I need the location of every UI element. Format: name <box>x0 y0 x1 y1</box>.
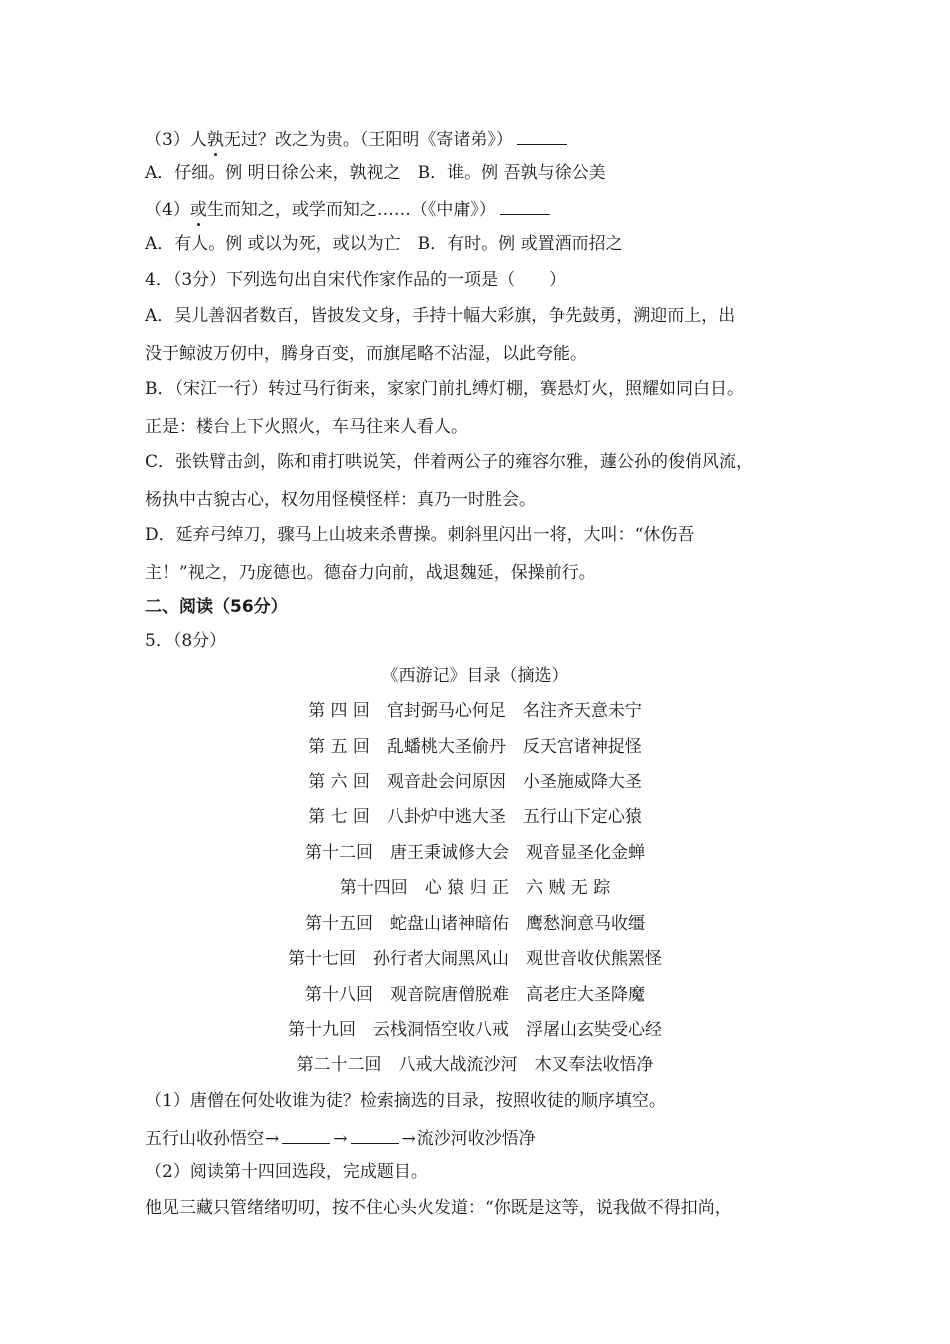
arrow-icon: → <box>333 1129 348 1149</box>
answer-blank[interactable] <box>351 1126 399 1144</box>
toc-row: 第十七回 孙行者大闹黑风山 观世音收伏熊罴怪 <box>288 949 662 969</box>
arrow-icon: → <box>401 1129 416 1149</box>
q4-option-a-line1: A．吴儿善泅者数百，皆披发文身，手持十幅大彩旗，争先鼓勇，溯迎而上，出 <box>145 306 736 326</box>
toc-row: 第十四回 心 猿 归 正 六 贼 无 踪 <box>339 878 611 898</box>
q4-option-d-line2: 主！”视之，乃庞德也。德奋力向前，战退魏延，保操前行。 <box>145 563 596 583</box>
toc-row: 第十五回 蛇盘山诸神暗佑 鹰愁涧意马收缰 <box>305 914 645 934</box>
toc-row: 第 五 回 乱蟠桃大圣偷丹 反天宫诸神捉怪 <box>308 737 642 757</box>
toc-row: 第十八回 观音院唐僧脱难 高老庄大圣降魔 <box>305 985 645 1005</box>
toc-row: 第 六 回 观音赴会问原因 小圣施威降大圣 <box>308 772 642 792</box>
q5-sub1-fill-line <box>145 1126 536 1150</box>
answer-blank[interactable] <box>500 197 550 215</box>
q3-sub4-prefix: （4） <box>145 200 190 220</box>
toc-row: 第 四 回 官封弼马心何足 名注齐天意未宁 <box>308 701 642 721</box>
q4-option-d-line1: D．延弃弓绰刀，骤马上山坡来杀曹操。刺斜里闪出一将，大叫：“休伤吾 <box>145 525 695 545</box>
emphasis-dot-char: 孰 <box>206 130 224 150</box>
q4-option-c-line1: C．张铁臂击剑，陈和甫打哄说笑，伴着两公子的雍容尔雅，蘧公孙的俊俏风流， <box>145 452 754 472</box>
toc-row: 第十九回 云栈洞悟空收八戒 浮屠山玄奘受心经 <box>288 1020 662 1040</box>
q5-sub2-stem: （2）阅读第十四回选段，完成题目。 <box>145 1162 428 1182</box>
emphasis-dot-char: 或 <box>189 200 207 220</box>
q3-sub4-options: A．有人。例 或以为死，或以为亡 B．有时。例 或置酒而招之 <box>145 234 623 254</box>
passage-line: 他见三藏只管绪绪叨叨，按不住心头火发道：“你既是这等，说我做不得扣尚， <box>145 1198 732 1218</box>
q4-option-a-line2: 没于鲸波万仞中，腾身百变，而旗尾略不沾湿，以此夸能。 <box>145 344 587 364</box>
q4-option-b-line2: 正是：楼台上下火照火，车马往来人看人。 <box>145 417 468 437</box>
toc-row: 第二十二回 八戒大战流沙河 木叉奉法收悟净 <box>296 1055 654 1075</box>
toc-row: 第 七 回 八卦炉中逃大圣 五行山下定心猿 <box>308 807 642 827</box>
q3-sub3-prefix: （3）人 <box>145 130 207 150</box>
q3-sub3-options: A．仔细。例 明日徐公来，孰视之 B．谁。例 吾孰与徐公美 <box>145 163 606 183</box>
arrow-icon: → <box>265 1129 280 1149</box>
q3-sub4-line <box>145 197 550 221</box>
q3-sub3-line <box>145 127 567 151</box>
toc-title: 《西游记》目录（摘选） <box>381 666 569 686</box>
section-heading: 二、阅读（56分） <box>145 597 288 617</box>
answer-blank[interactable] <box>517 127 567 145</box>
q5-stem: 5．（8分） <box>145 631 227 651</box>
fill-start-text: 五行山收孙悟空 <box>145 1129 264 1149</box>
q4-stem: 4．（3分）下列选句出自宋代作家作品的一项是（ ） <box>145 270 567 290</box>
q3-sub3-text: 无过？改之为贵。（王阳明《寄诸弟》） <box>223 130 513 150</box>
answer-blank[interactable] <box>282 1126 330 1144</box>
q5-sub1-stem: （1）唐僧在何处收谁为徒？检索摘选的目录，按照收徒的顺序填空。 <box>145 1091 666 1111</box>
toc-row: 第十二回 唐王秉诚修大会 观音显圣化金蝉 <box>305 843 645 863</box>
fill-end-text: 流沙河收沙悟净 <box>416 1129 536 1149</box>
q4-option-c-line2: 杨执中古貌古心，权勿用怪模怪样：真乃一时胜会。 <box>145 490 536 510</box>
q4-option-b-line1: B．（宋江一行）转过马行街来，家家门前扎缚灯棚，赛悬灯火，照耀如同白日。 <box>145 379 744 399</box>
q3-sub4-text: 生而知之，或学而知之……（《中庸》） <box>206 200 496 220</box>
